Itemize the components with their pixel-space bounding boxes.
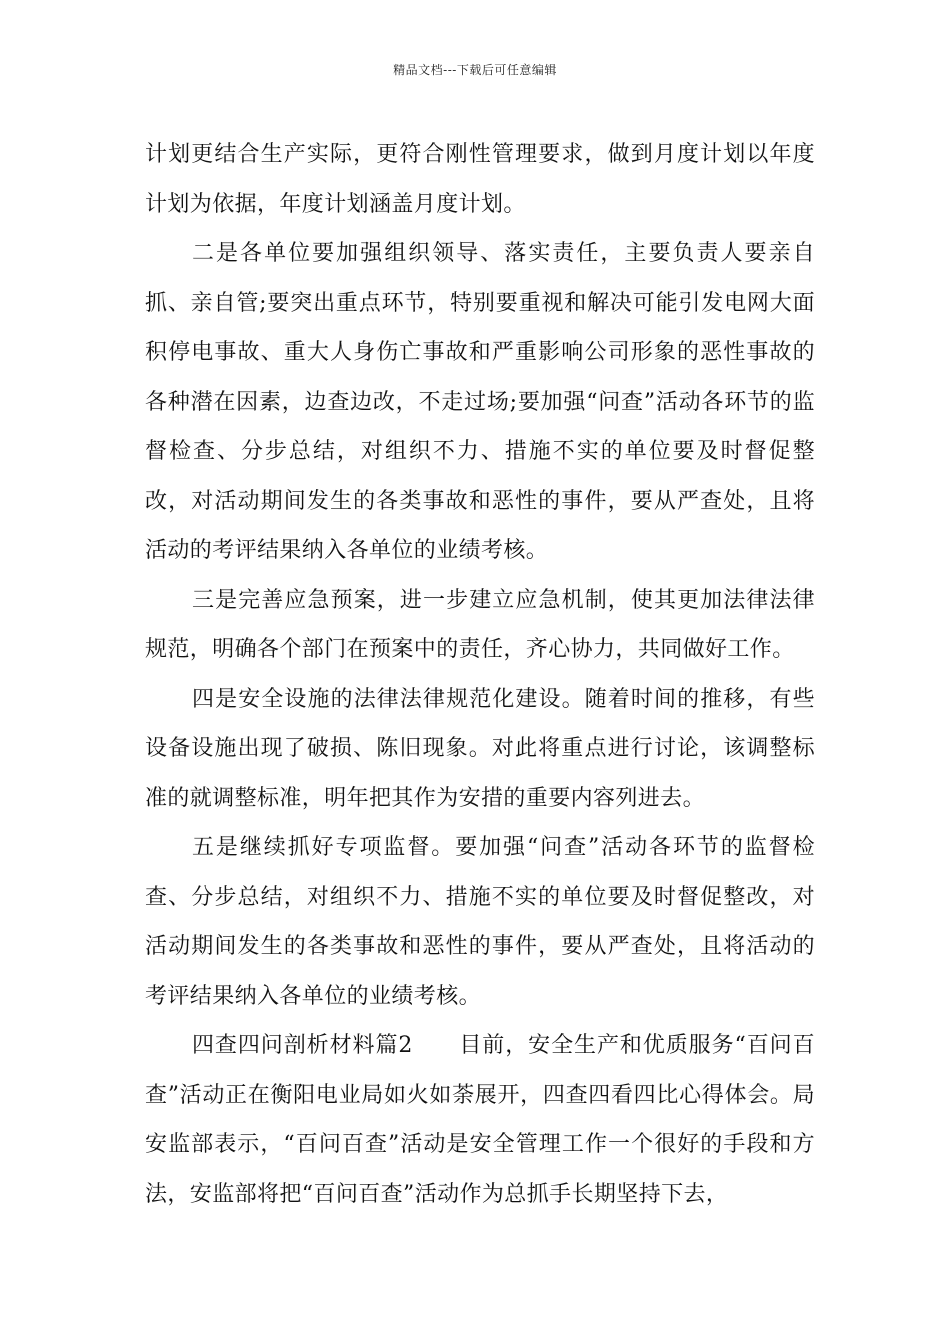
paragraph-point-three: 三是完善应急预案，进一步建立应急机制，使其更加法律法律规范，明确各个部门在预案中的责任，齐心协力，共同做好工作。: [145, 587, 815, 662]
paragraph-section-two: [145, 1021, 815, 1219]
section-heading: 四查四问剖析材料篇2: [192, 1033, 413, 1058]
paragraph-point-two: 二是各单位要加强组织领导、落实责任，主要负责人要亲自抓、亲自管;要突出重点环节，特别要重视和解决可能引发电网大面积停电事故、重大人身伤亡事故和严重影响公司形象的恶性事故的各种潜在因素，边查边改，不走过场;要加强“问查”活动各环节的监督检查、分步总结，对组织不力、措施不实的单位要及时督促整改，对活动期间发生的各类事故和恶性的事件，要从严查处，且将活动的考评结果纳入各单位的业绩考核。: [145, 241, 815, 563]
section-body: 目前，安全生产和优质服务“百问百查”活动正在衡阳电业局如火如荼展开，四查四看四比心得体会。局安监部表示，“百问百查”活动是安全管理工作一个很好的手段和方法，安监部将把“百问百查”活动作为总抓手长期坚持下去，: [145, 1033, 816, 1207]
page-header: 精品文档---下载后可任意编辑: [393, 63, 557, 77]
paragraph-point-four: 四是安全设施的法律法律规范化建设。随着时间的推移，有些设备设施出现了破损、陈旧现象。对此将重点进行讨论，该调整标准的就调整标准，明年把其作为安措的重要内容列进去。: [145, 686, 815, 811]
paragraph-continuation: 计划更结合生产实际，更符合刚性管理要求，做到月度计划以年度计划为依据，年度计划涵盖月度计划。: [145, 142, 815, 217]
document-body: [145, 130, 815, 1219]
paragraph-point-five: 五是继续抓好专项监督。要加强“问查”活动各环节的监督检查、分步总结，对组织不力、措施不实的单位要及时督促整改，对活动期间发生的各类事故和恶性的事件，要从严查处，且将活动的考评结果纳入各单位的业绩考核。: [145, 835, 815, 1009]
